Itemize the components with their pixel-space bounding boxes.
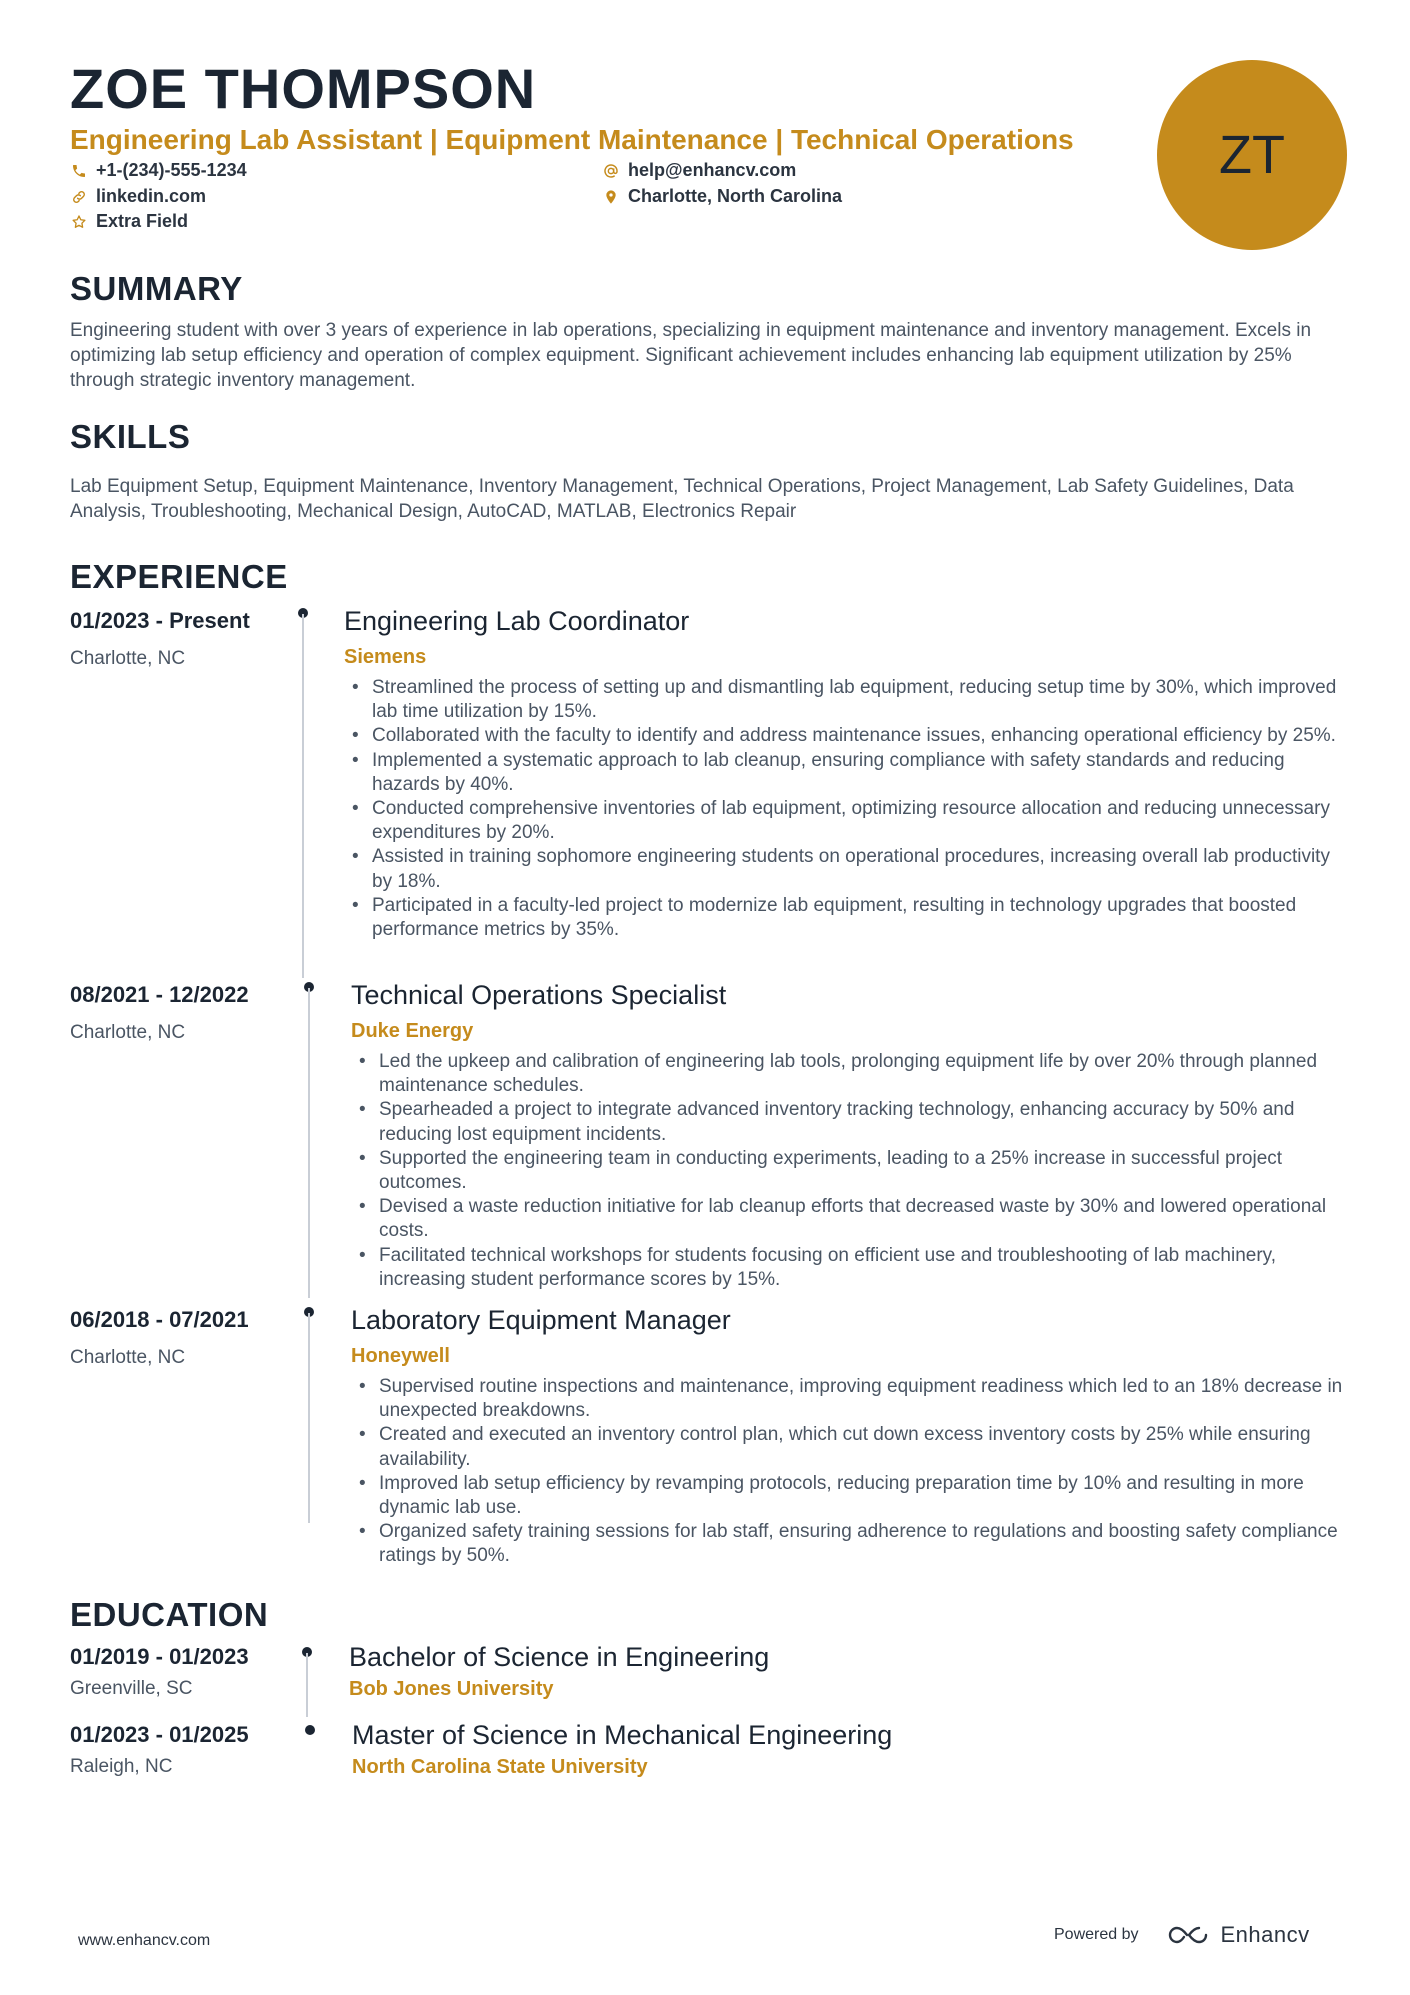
powered-by-text: Powered by [1054, 1926, 1139, 1943]
experience-date: 08/2021 - 12/2022 [70, 982, 249, 1007]
timeline-line [306, 1653, 308, 1717]
footer-website[interactable]: www.enhancv.com [78, 1932, 211, 1949]
summary-title: SUMMARY [70, 270, 243, 307]
contact-email[interactable] [602, 160, 796, 181]
education-location: Greenville, SC [70, 1678, 193, 1699]
link-icon [70, 188, 88, 206]
bullet-item: • Devised a waste reduction initiative for lab cleanup efforts that decreased waste by 30% and lowered operational costs. [351, 1195, 1361, 1243]
education-school: North Carolina State University [352, 1756, 648, 1778]
infinity-logo-icon [1165, 1923, 1211, 1947]
experience-date: 06/2018 - 07/2021 [70, 1307, 249, 1332]
timeline-line [302, 614, 304, 978]
experience-company: Duke Energy [351, 1020, 474, 1042]
experience-company: Siemens [344, 646, 427, 668]
timeline-line [308, 1313, 310, 1523]
bullet-item: • Participated in a faculty-led project to modernize lab equipment, resulting in technology upgrades that boosted performance metrics by 35%. [344, 894, 1354, 942]
linkedin-text: linkedin.com [96, 186, 207, 206]
star-icon [70, 213, 88, 231]
bullet-item: • Collaborated with the faculty to identify and address maintenance issues, enhancing operational efficiency by 25%. [344, 724, 1354, 748]
experience-location: Charlotte, NC [70, 1022, 186, 1043]
bullet-item: • Conducted comprehensive inventories of lab equipment, optimizing resource allocation and reducing unnecessary expenditures by 20%. [344, 797, 1354, 845]
bullet-item: • Improved lab setup efficiency by revamping protocols, reducing preparation time by 10% and resulting in more dynamic lab use. [351, 1472, 1361, 1520]
experience-company: Honeywell [351, 1345, 450, 1367]
experience-bullets [351, 1050, 1361, 1292]
brand-logo[interactable] [1165, 1922, 1310, 1948]
candidate-headline: Engineering Lab Assistant | Equipment Maintenance | Technical Operations [70, 124, 1074, 155]
experience-date: 01/2023 - Present [70, 608, 250, 633]
contact-linkedin[interactable] [70, 186, 206, 207]
contact-extra [70, 211, 188, 232]
experience-role: Technical Operations Specialist [351, 980, 727, 1010]
education-degree: Bachelor of Science in Engineering [349, 1642, 770, 1672]
footer-branding [1054, 1922, 1310, 1948]
experience-role: Laboratory Equipment Manager [351, 1305, 731, 1335]
timeline-dot [305, 1725, 315, 1735]
location-text: Charlotte, North Carolina [628, 186, 843, 206]
phone-text: +1-(234)-555-1234 [96, 160, 247, 180]
experience-title: EXPERIENCE [70, 558, 288, 595]
bullet-item: • Implemented a systematic approach to lab cleanup, ensuring compliance with safety standards and reducing hazards by 40%. [344, 749, 1354, 797]
avatar [1157, 60, 1347, 250]
bullet-item: • Created and executed an inventory control plan, which cut down excess inventory costs by 25% while ensuring availability. [351, 1423, 1361, 1471]
experience-bullets [351, 1375, 1361, 1569]
bullet-item: • Organized safety training sessions for lab staff, ensuring adherence to regulations and boosting safety compliance ratings by 50%. [351, 1520, 1361, 1568]
bullet-item: • Facilitated technical workshops for students focusing on efficient use and troubleshooting of lab machinery, increasing student performance scores by 15%. [351, 1244, 1361, 1292]
bullet-item: • Assisted in training sophomore engineering students on operational procedures, increasing overall lab productivity by 18%. [344, 845, 1354, 893]
education-school: Bob Jones University [349, 1678, 554, 1700]
at-icon [602, 162, 620, 180]
bullet-item: • Supervised routine inspections and maintenance, improving equipment readiness which led to an 18% decrease in unexpected breakdowns. [351, 1375, 1361, 1423]
experience-location: Charlotte, NC [70, 648, 186, 669]
contact-location [602, 186, 842, 207]
skills-title: SKILLS [70, 418, 191, 455]
bullet-item: • Supported the engineering team in conducting experiments, leading to a 25% increase in successful project outcomes. [351, 1147, 1361, 1195]
experience-location: Charlotte, NC [70, 1347, 186, 1368]
education-date: 01/2023 - 01/2025 [70, 1722, 249, 1747]
candidate-name: ZOE THOMPSON [70, 57, 537, 120]
email-text: help@enhancv.com [628, 160, 797, 180]
phone-icon [70, 162, 88, 180]
contact-phone[interactable] [70, 160, 247, 181]
map-pin-icon [602, 188, 620, 206]
contact-list [70, 160, 1130, 240]
experience-role: Engineering Lab Coordinator [344, 606, 690, 636]
education-title: EDUCATION [70, 1596, 269, 1633]
summary-text: Engineering student with over 3 years of experience in lab operations, specializing in equipment maintenance and inventory management. Excels in optimizing lab setup efficiency and operation of complex equipment. Significant achievement includes enhancing lab equipment utilization by 25% through strategic inventory management. [70, 320, 1312, 391]
skills-text: Lab Equipment Setup, Equipment Maintenance, Inventory Management, Technical Operations, Project Management, Lab Safety Guidelines, Data Analysis, Troubleshooting, Mechanical Design, AutoCAD, MATLAB, Electronics Repair [70, 476, 1294, 522]
bullet-item: • Led the upkeep and calibration of engineering lab tools, prolonging equipment life by over 20% through planned maintenance schedules. [351, 1050, 1361, 1098]
bullet-item: • Spearheaded a project to integrate advanced inventory tracking technology, enhancing accuracy by 50% and reducing lost equipment incidents. [351, 1098, 1361, 1146]
avatar-initials: ZT [1219, 125, 1285, 185]
extra-text: Extra Field [96, 211, 189, 231]
education-degree: Master of Science in Mechanical Engineering [352, 1720, 893, 1750]
experience-bullets [344, 676, 1354, 942]
bullet-item: • Streamlined the process of setting up and dismantling lab equipment, reducing setup time by 30%, which improved lab time utilization by 15%. [344, 676, 1354, 724]
timeline-line [308, 988, 310, 1298]
brand-name: Enhancv [1220, 1922, 1310, 1947]
education-location: Raleigh, NC [70, 1756, 173, 1777]
education-date: 01/2019 - 01/2023 [70, 1644, 249, 1669]
